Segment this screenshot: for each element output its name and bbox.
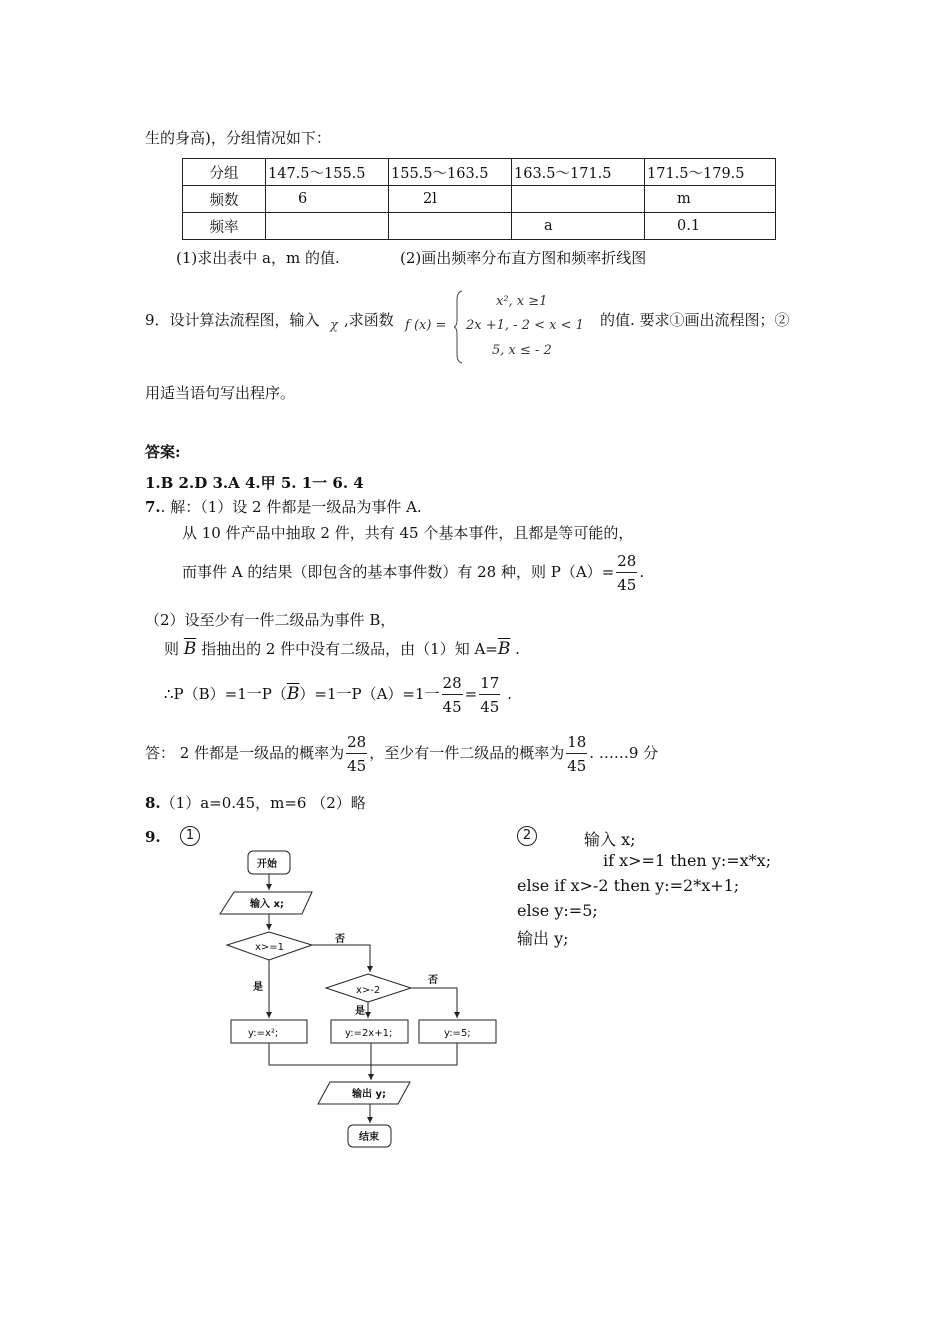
flow-cond1-label: x>=1 [255,942,285,953]
program-line: if x>=1 then y:=x*x; [603,851,772,870]
table-row [183,159,776,186]
circle-2-icon: 2 [517,826,537,846]
flowchart [200,840,510,1160]
q7-line6: ∴P（B）=1一$P(\overline{B})=1$一P（A）=1一 $\frac{28}{45}$ = $\frac{17}{45}$ . [164,674,512,716]
fraction-numerator: 28 [346,733,367,754]
q8-text: （1）a=0.45，m=6 （2）略 [160,794,366,812]
table-cell: 163.5～171.5 [512,159,645,186]
fraction-numerator: 28 [442,674,463,695]
table-cell: 147.5～155.5 [266,159,389,186]
flow-box3-label: y:=5; [444,1028,471,1039]
q7-line5-mid: 指抽出的 2 件中没有二级品，由（1）知 A= [201,640,498,658]
flow-end-label: 结束 [359,1132,379,1143]
flow-output-label: 输出 y; [352,1089,386,1100]
q7-line5-pre: 则 [164,640,180,658]
fraction-numerator: 17 [479,674,500,695]
complement-b: $\overline{B}$ [183,639,197,659]
program-line: 输出 y; [517,929,569,948]
q7-intro: . 解：（1）设 2 件都是一级品为事件 A. [160,498,422,516]
table-cell: 2l [389,186,512,213]
table-cell [266,213,389,240]
q7-line4: （2）设至少有一件二级品为事件 B， [145,611,396,629]
flow-no2-label: 否 [428,975,438,986]
q7-answer-end: . ……9 分 [589,744,659,762]
q8-answer [145,792,366,813]
flow-connector [371,1043,457,1065]
flow-yes1-label: 是 [253,982,263,993]
q9-func: f (x) = [405,318,447,333]
fraction-denominator: 45 [617,576,637,594]
q9-suffix: 的值. 要求①画出流程图；② [600,311,790,329]
q8-part2: (2)画出频率分布直方图和频率折线图 [400,249,647,267]
q9-case2: 2x +1, - 2 < x < 1 [466,318,584,333]
q7-label: 7. [145,498,161,516]
circled-number [180,825,200,846]
q9-case1: x², x ≥1 [496,294,548,309]
q9-mid: ,求函数 [344,311,394,329]
left-brace-icon [454,290,464,364]
table-cell: 0.1 [645,213,776,240]
table-cell: 频率 [183,213,266,240]
q7-line3-text: 而事件 A 的结果（即包含的基本事件数）有 28 种，则 P（A）= [182,563,615,581]
q7-answer-mid: ，至少有一件二级品的概率为 [369,744,565,762]
fraction-denominator: 45 [442,698,462,716]
q9-var: χ [330,318,338,333]
fraction [346,733,367,775]
flow-box1-label: y:=x²; [248,1028,279,1039]
intro-line: 生的身高)，分组情况如下： [145,129,331,147]
circle-1-icon: 1 [180,826,200,846]
fraction-denominator: 45 [567,757,587,775]
q9-prefix: 9．设计算法流程图，输入 [145,311,320,329]
flow-connector [269,1043,371,1065]
q7-line2: 从 10 件产品中抽取 2 件，共有 45 个基本事件，且都是等可能的， [182,524,634,542]
fraction [616,552,637,594]
table-cell [512,186,645,213]
program-line: else y:=5; [517,901,598,920]
program-line: 输入 x; [584,830,636,849]
fraction-numerator: 18 [566,733,587,754]
fraction [479,674,500,716]
q8-label: 8. [145,794,161,812]
flow-input-label: 输入 x; [250,899,284,910]
q7-answer [145,733,658,775]
flow-no1-label: 否 [335,934,345,945]
flow-arrow [312,945,370,972]
q7-line3: 而事件 A 的结果（即包含的基本事件数）有 28 种，则 P（A）= $\frac{28}{45}$ . [182,552,645,594]
q7-intro-row [145,496,422,517]
fraction [566,733,587,775]
table-cell: 6 [266,186,389,213]
q9-case3: 5, x ≤ - 2 [492,343,552,358]
flow-arrow [411,988,457,1018]
flow-cond2-label: x>-2 [356,985,381,996]
answers-line1: 1.B 2.D 3.A 4.甲 5. 1一 6. 4 [145,474,364,492]
circled-number [517,825,537,846]
table-row [183,213,776,240]
fraction-denominator: 45 [347,757,367,775]
complement-b: $\overline{B}$ [497,639,511,659]
q7-line6-pre: ∴P（B）=1一P（ [164,685,287,703]
table-cell: m [645,186,776,213]
fraction-denominator: 45 [480,698,500,716]
fraction [442,674,463,716]
table-cell [389,213,512,240]
q9-line2: 用适当语句写出程序。 [145,384,296,402]
complement-b: $\overline{B}$ [286,684,300,704]
flow-yes2-label: 是 [355,1006,365,1017]
table-cell: 155.5～163.5 [389,159,512,186]
q9-answer-label: 9. [145,828,161,846]
answers-heading: 答案: [145,443,181,461]
table-cell: 频数 [183,186,266,213]
frequency-table [182,158,776,240]
flow-start-label: 开始 [257,859,277,870]
table-row [183,186,776,213]
q8-part1: (1)求出表中 a，m 的值. [176,249,340,267]
table-cell: 分组 [183,159,266,186]
program-line: else if x>-2 then y:=2*x+1; [517,876,740,895]
q7-line5: 则 $\overline{B}$ 指抽出的 2 件中没有二级品，由（1）知 $A=\overline{B}$ . [164,639,520,659]
flow-box2-label: y:=2x+1; [345,1028,393,1039]
q7-line6-mid: ）=1一P（A）=1一 [299,685,440,703]
table-cell: 171.5～179.5 [645,159,776,186]
table-cell: a [512,213,645,240]
q7-answer-pre: 答： 2 件都是一级品的概率为 [145,744,345,762]
fraction-numerator: 28 [616,552,637,573]
